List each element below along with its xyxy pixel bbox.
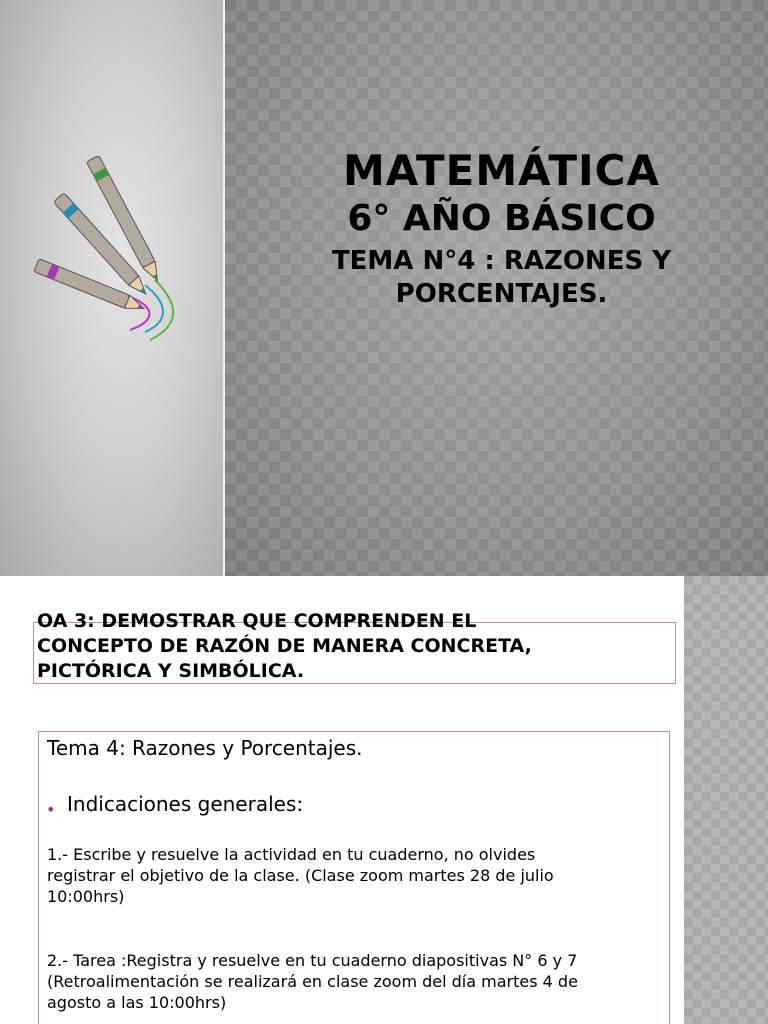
content-slide (0, 576, 768, 1024)
slide-title: MATEMÁTICA (342, 146, 661, 195)
side-pattern-panel (684, 576, 768, 1024)
colored-pencils-icon (30, 140, 200, 350)
grade-subtitle: 6° AÑO BÁSICO (347, 198, 656, 239)
instruction-item: 1.- Escribe y resuelve la actividad en tu cuaderno, no olvides registrar el objetivo de la clase. (Clase zoom martes 28 de julio 10:00hrs) (47, 845, 554, 906)
instruction-item: 2.- Tarea :Registra y resuelve en tu cuaderno diapositivas N° 6 y 7 (Retroalimentación se realizará en clase zoom del día martes 4 de agosto a las 10:00hrs) (47, 951, 578, 1012)
objective-text: OA 3: DEMOSTRAR QUE COMPRENDEN EL CONCEPTO DE RAZÓN DE MANERA CONCRETA, PICTÓRICA Y SIMBÓLICA. (37, 610, 532, 682)
topic-subtitle: TEMA N°4 : RAZONES Y PORCENTAJES. (331, 246, 672, 309)
instructions-heading: Indicaciones generales: (67, 792, 304, 816)
bullet-dot-icon: • (46, 800, 56, 819)
topic-heading: Tema 4: Razones y Porcentajes. (47, 736, 363, 760)
